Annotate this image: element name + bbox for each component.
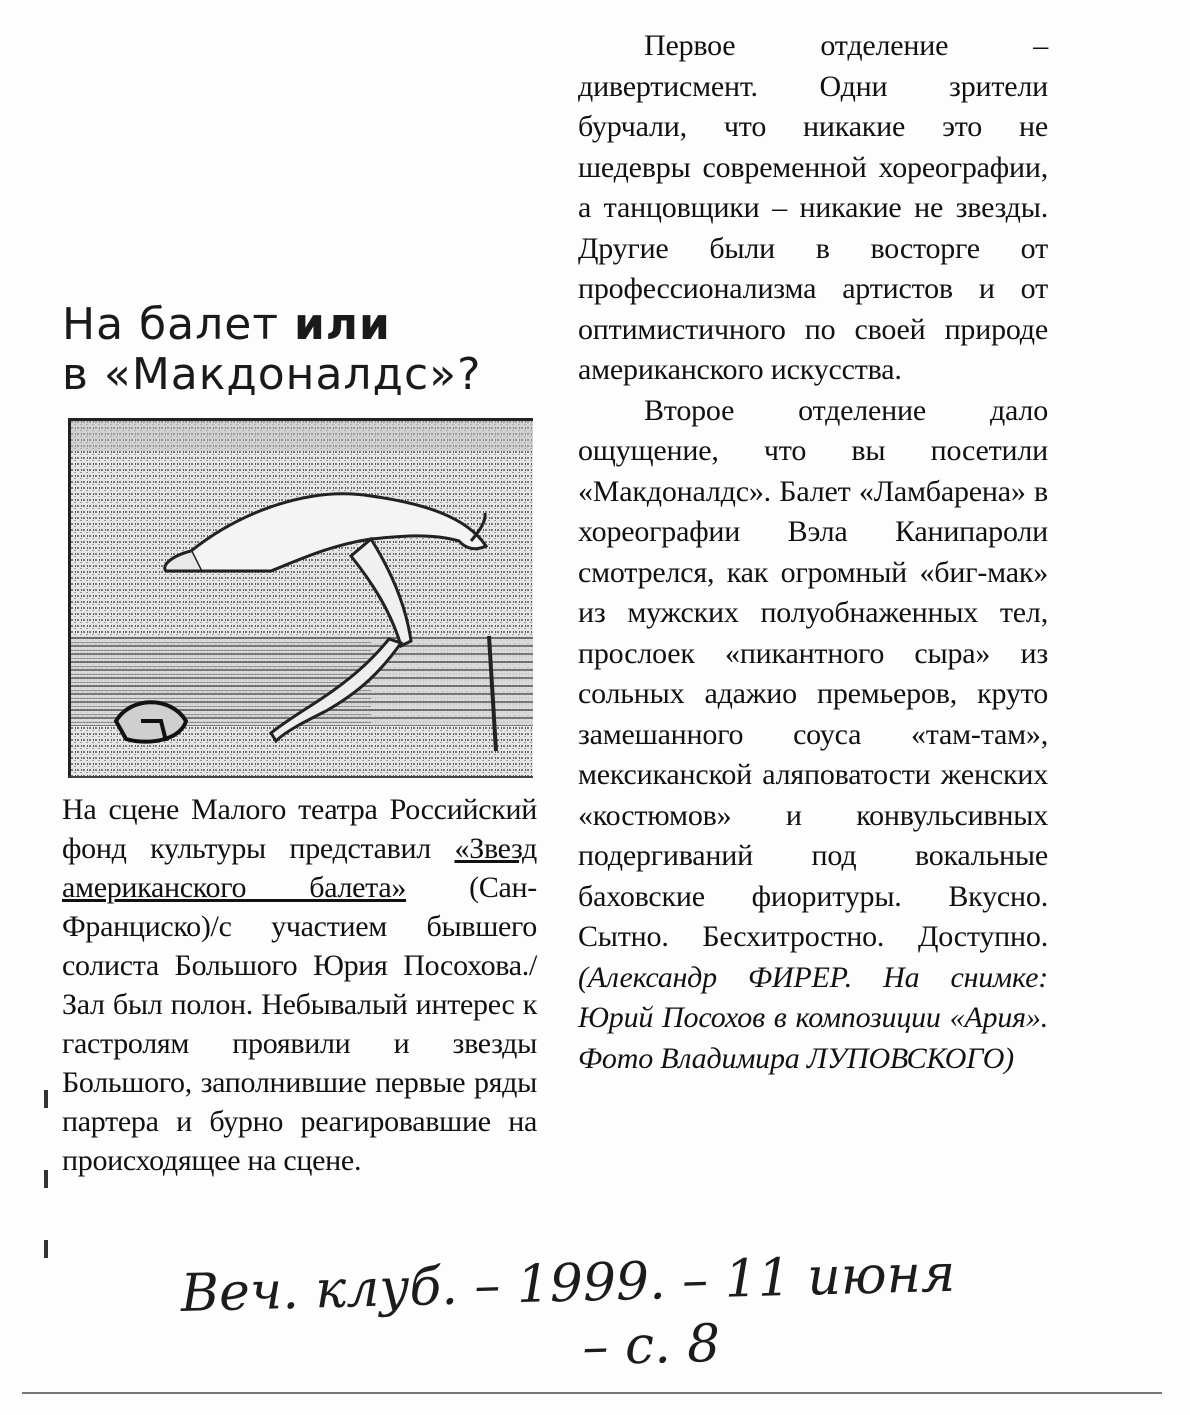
- paragraph-1: Первое отделение – дивертисмент. Одни зрители бурчали, что никакие это не шедевры современной хореографии, а танцовщики – никакие не звезды. Другие были в восторге от профессионализма артистов и от оптимистичного по своей природе американского искусства.: [578, 29, 1048, 386]
- scan-bottom-edge: [22, 1392, 1162, 1394]
- scan-margin-mark: [44, 1090, 48, 1108]
- paragraph-2: [578, 391, 1048, 1080]
- scan-margin-mark: [44, 1240, 48, 1258]
- headline-line-2: в «Макдоналдс»?: [62, 349, 482, 400]
- right-column: [578, 26, 1048, 1079]
- underlined-title: «Звезд американского балета»: [62, 832, 537, 904]
- handwritten-line-2: – с. 8: [581, 1313, 721, 1378]
- headline-line-1: [62, 300, 537, 350]
- paragraph-2-text: Второе отделение дало ощущение, что вы посетили «Макдоналдс». Балет «Ламбарена» в хореографии Вэла Канипароли смотрелся, как огромный «биг-мак» из мужских полуобнаженных тел, прослоек «пикантного сыра» из сольных адажио премьеров, круто замешанного соуса «там-там», мексиканской аляповатости женских «костюмов» и конвульсивных подергиваний под вокальные баховские фиоритуры. Вкусно. Сытно. Бесхитростно. Доступно.: [578, 393, 1048, 953]
- article-photo: [68, 418, 533, 778]
- headline-line-1-a: На балет: [62, 299, 279, 350]
- intro-text-end: Зал был полон. Небывалый интерес к гастролям проявили и звезды Большого, заполнившие первые ряды партера и бурно реагировавшие на происходящее на сцене.: [62, 988, 537, 1177]
- handwritten-line-1: Веч. клуб. – 1999. – 11 июня: [180, 1243, 956, 1324]
- headline-line-1-b: или: [293, 299, 391, 350]
- intro-text-mid: (Сан-Франциско)/с участием бывшего солиста Большого Юрия Посохова./: [62, 871, 537, 982]
- article-headline: [62, 300, 537, 400]
- intro-text: На сцене Малого театра Российский фонд культуры представил: [62, 793, 537, 865]
- handwritten-source-note: [180, 1237, 1143, 1390]
- left-column-text: [62, 790, 537, 1180]
- dancer-photo-image: [71, 421, 533, 776]
- scan-margin-mark: [44, 1170, 48, 1188]
- photo-caption: (Александр ФИРЕР. На снимке: Юрий Посохов в композиции «Ария». Фото Владимира ЛУПОВСКОГО): [578, 960, 1048, 1075]
- left-column: [62, 300, 537, 1180]
